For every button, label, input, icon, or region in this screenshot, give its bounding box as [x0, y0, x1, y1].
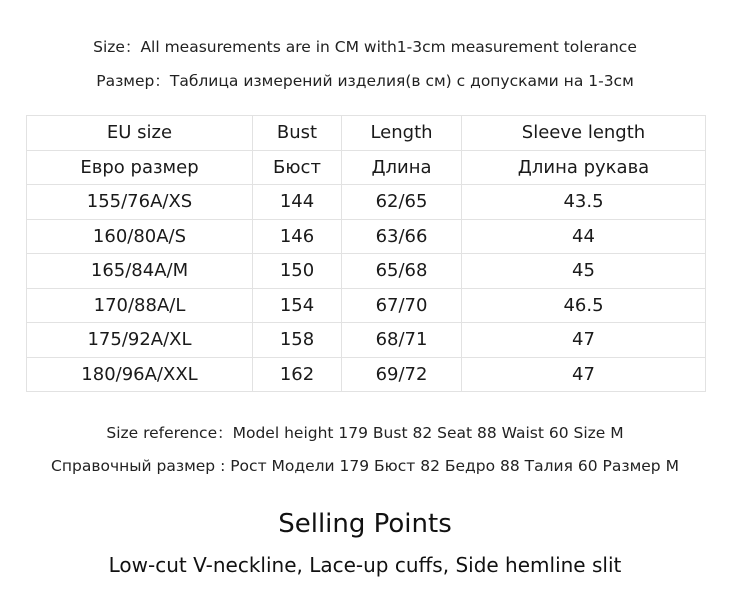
- table-cell: 180/96A/XXL: [27, 357, 253, 392]
- header-row-english: [27, 116, 706, 151]
- table-cell: 155/76A/XS: [27, 185, 253, 220]
- table-cell: 45: [462, 254, 706, 289]
- table-cell: 154: [253, 288, 342, 323]
- size-reference-english: Size reference：Model height 179 Bust 82 Seat 88 Waist 60 Size M: [106, 424, 624, 442]
- table-row: [27, 323, 706, 358]
- header-cell: Евро размер: [27, 150, 253, 185]
- table-cell: 69/72: [342, 357, 462, 392]
- table-cell: 165/84A/M: [27, 254, 253, 289]
- table-cell: 150: [253, 254, 342, 289]
- table-cell: 160/80A/S: [27, 219, 253, 254]
- table-cell: 144: [253, 185, 342, 220]
- table-cell: 43.5: [462, 185, 706, 220]
- table-cell: 67/70: [342, 288, 462, 323]
- table-cell: 175/92A/XL: [27, 323, 253, 358]
- header-cell: Length: [342, 116, 462, 151]
- table-cell: 65/68: [342, 254, 462, 289]
- selling-points-title: Selling Points: [278, 509, 452, 539]
- table-row: [27, 357, 706, 392]
- header-cell: Sleeve length: [462, 116, 706, 151]
- table-cell: 170/88A/L: [27, 288, 253, 323]
- table-cell: 62/65: [342, 185, 462, 220]
- table-row: [27, 185, 706, 220]
- header-cell: Длина рукава: [462, 150, 706, 185]
- table-cell: 46.5: [462, 288, 706, 323]
- header-row-russian: [27, 150, 706, 185]
- table-cell: 44: [462, 219, 706, 254]
- table-cell: 162: [253, 357, 342, 392]
- size-note-russian: Размер：Таблица измерений изделия(в см) с допусками на 1-3см: [96, 72, 634, 90]
- table-row: [27, 288, 706, 323]
- table-cell: 68/71: [342, 323, 462, 358]
- size-reference-russian: Справочный размер : Рост Модели 179 Бюст 82 Бедро 88 Талия 60 Размер M: [51, 457, 679, 475]
- table-cell: 63/66: [342, 219, 462, 254]
- header-cell: EU size: [27, 116, 253, 151]
- table-cell: 47: [462, 357, 706, 392]
- header-cell: Длина: [342, 150, 462, 185]
- header-cell: Бюст: [253, 150, 342, 185]
- table-row: [27, 254, 706, 289]
- table-cell: 47: [462, 323, 706, 358]
- table-row: [27, 219, 706, 254]
- table-cell: 146: [253, 219, 342, 254]
- selling-points-text: Low-cut V-neckline, Lace-up cuffs, Side hemline slit: [108, 553, 622, 577]
- size-table: [26, 115, 706, 392]
- size-note-english: Size：All measurements are in CM with1-3cm measurement tolerance: [93, 38, 637, 56]
- header-cell: Bust: [253, 116, 342, 151]
- table-cell: 158: [253, 323, 342, 358]
